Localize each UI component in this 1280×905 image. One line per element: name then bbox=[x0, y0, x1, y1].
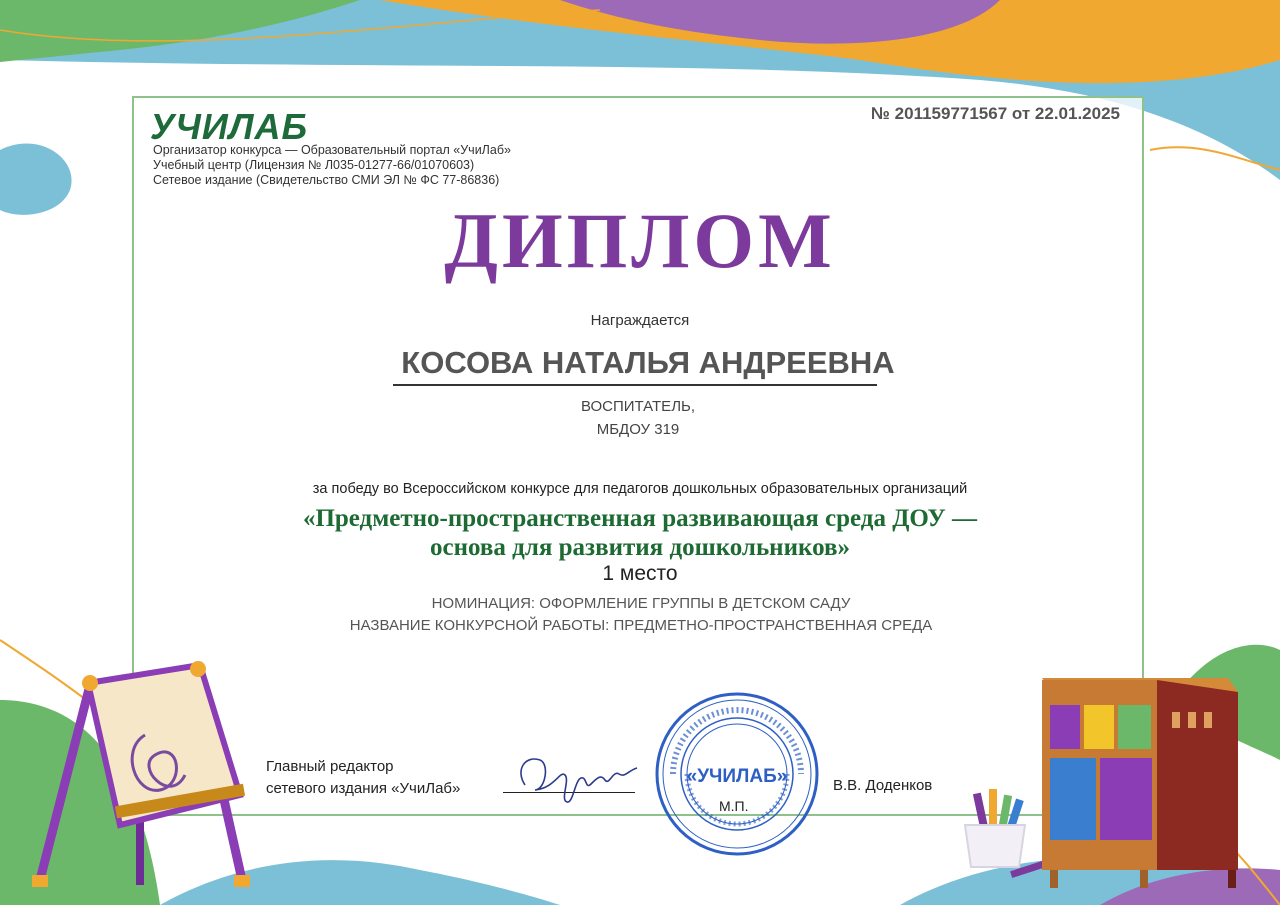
victory-text: за победу во Всероссийском конкурсе для педагогов дошкольных образовательных организаций bbox=[312, 481, 968, 497]
license-line: Учебный центр (Лицензия № Л035-01277-66/01070603) bbox=[153, 158, 475, 172]
organizer-line: Организатор конкурса — Образовательный портал «УчиЛаб» bbox=[153, 143, 511, 157]
diploma-title: ДИПЛОМ bbox=[444, 197, 836, 284]
uchilab-logo: УЧИЛАБ bbox=[150, 106, 308, 147]
media-line: Сетевое издание (Свидетельство СМИ ЭЛ № ФС 77-86836) bbox=[153, 173, 500, 187]
recipient-name: КОСОВА НАТАЛЬЯ АНДРЕЕВНА bbox=[401, 345, 895, 380]
cabinet-illustration bbox=[1030, 670, 1260, 895]
work-title: НАЗВАНИЕ КОНКУРСНОЙ РАБОТЫ: ПРЕДМЕТНО-ПРОСТРАНСТВЕННАЯ СРЕДА bbox=[349, 617, 933, 634]
company-stamp bbox=[653, 690, 821, 858]
editor-line-1: Главный редактор bbox=[266, 758, 394, 775]
document-number: № 201159771567 от 22.01.2025 bbox=[870, 104, 1120, 123]
nomination: НОМИНАЦИЯ: ОФОРМЛЕНИЕ ГРУППЫ В ДЕТСКОМ САДУ bbox=[431, 595, 851, 612]
organization-line: МБДОУ 319 bbox=[596, 421, 680, 438]
signature-image bbox=[515, 740, 645, 810]
contest-title-line-2: основа для развития дошкольников» bbox=[430, 534, 850, 561]
recipient-position bbox=[0, 395, 1276, 441]
signer-name: В.В. Доденков bbox=[833, 777, 933, 794]
contest-title-line-1: «Предметно-пространственная развивающая среда ДОУ — bbox=[302, 505, 978, 532]
stamp-center-text: «УЧИЛАБ» bbox=[686, 766, 788, 787]
place-label: 1 место bbox=[602, 562, 678, 585]
awarded-label: Награждается bbox=[590, 312, 690, 329]
stamp-mp-label: М.П. bbox=[719, 798, 749, 814]
nomination-block bbox=[0, 593, 1280, 637]
name-underline bbox=[393, 384, 877, 386]
contest-title bbox=[0, 504, 1280, 562]
easel-illustration bbox=[20, 655, 260, 895]
organizer-info bbox=[153, 143, 511, 188]
editor-caption bbox=[266, 756, 460, 800]
editor-line-2: сетевого издания «УчиЛаб» bbox=[266, 780, 461, 797]
position-line: ВОСПИТАТЕЛЬ, bbox=[580, 398, 696, 415]
